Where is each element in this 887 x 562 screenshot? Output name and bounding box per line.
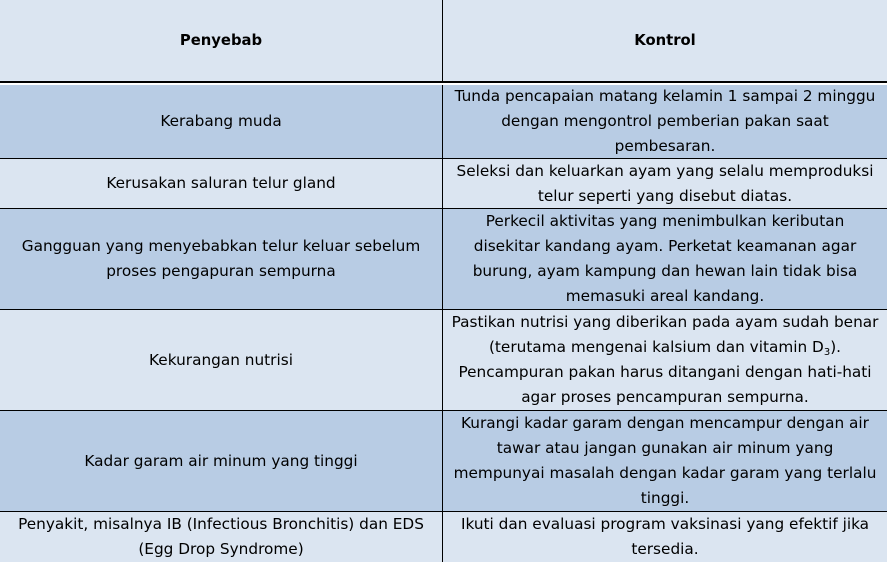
table-row (0, 85, 887, 159)
control-cell (443, 310, 887, 410)
control-text-part2: ). Pencampuran pakan harus ditangani dengan hati-hati agar proses pencampuran sempurna. (458, 338, 872, 406)
control-text (451, 310, 879, 410)
control-subscript: 3 (823, 347, 831, 358)
control-text-part1: Pastikan nutrisi yang diberikan pada ayam sudah benar (terutama mengenai kalsium dan vitamin D (451, 313, 879, 356)
table-row (0, 512, 887, 562)
cause-cell: Penyakit, misalnya IB (Infectious Bronchitis) dan EDS (Egg Drop Syndrome) (0, 512, 443, 562)
control-cell: Perkecil aktivitas yang menimbulkan keributan disekitar kandang ayam. Perketat keamanan agar burung, ayam kampung dan hewan lain tidak bisa memasuki areal kandang. (472, 212, 858, 305)
control-cell: Ikuti dan evaluasi program vaksinasi yang efektif jika tersedia. (460, 515, 870, 558)
cause-cell: Kadar garam air minum yang tinggi (0, 411, 443, 511)
table-row (0, 209, 887, 310)
cause-cell: Kekurangan nutrisi (0, 310, 443, 410)
table-row (0, 411, 887, 512)
cause-cell: Kerusakan saluran telur gland (0, 159, 443, 208)
control-cell: Kurangi kadar garam dengan mencampur dengan air tawar atau jangan gunakan air minum yang mempunyai masalah dengan kadar garam yang terlalu tinggi. (453, 414, 877, 507)
header-kontrol: Kontrol (634, 32, 696, 49)
header-penyebab: Penyebab (0, 0, 443, 81)
table-header-row (0, 0, 887, 82)
cause-cell: Gangguan yang menyebabkan telur keluar sebelum proses pengapuran sempurna (0, 209, 443, 309)
control-cell: Tunda pencapaian matang kelamin 1 sampai 2 minggu dengan mengontrol pemberian pakan saat pembesaran. (454, 87, 876, 155)
cause-cell: Kerabang muda (0, 85, 443, 158)
table-row (0, 159, 887, 209)
table-row (0, 310, 887, 411)
control-cell: Seleksi dan keluarkan ayam yang selalu memproduksi telur seperti yang disebut diatas. (456, 161, 874, 205)
